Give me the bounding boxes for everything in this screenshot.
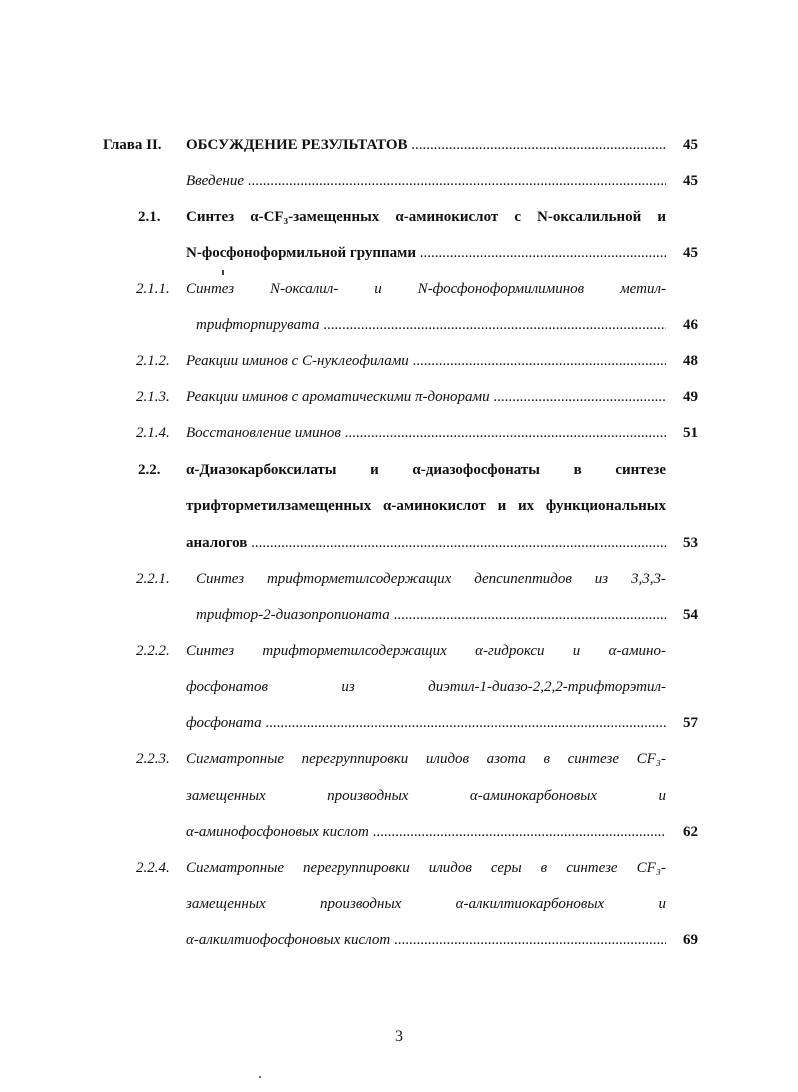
subsection-title-line-2: замещенных производных α-аминокарбоновых и — [186, 788, 666, 804]
stray-dot — [259, 1076, 261, 1078]
toc-subsection-2-2-2-cont-1 — [0, 673, 798, 701]
toc-subsection-2-2-4-cont-2 — [0, 926, 798, 954]
subsection-title-line-2: трифторпирувата ..... — [196, 311, 666, 339]
subsection-number: 2.1.3. — [136, 389, 170, 405]
subsection-title-line-1: Синтез трифторметилсодержащих α-гидрокси и α-амино- — [186, 643, 666, 659]
section-title-line-1: Синтез α-CF₃-замещенных α-аминокислот с N-оксалильной и — [186, 209, 666, 225]
toc-intro — [0, 167, 798, 195]
intro-title: Введение ..... — [186, 167, 666, 195]
chapter-title: ОБСУЖДЕНИЕ РЕЗУЛЬТАТОВ ..... — [186, 131, 666, 159]
subsection-page: 46 — [683, 317, 698, 333]
toc-subsection-2-1-1-cont — [0, 311, 798, 339]
toc-subsection-2-2-3-cont-1 — [0, 782, 798, 810]
subsection-number: 2.2.2. — [136, 643, 170, 659]
subsection-page: 54 — [683, 607, 698, 623]
subsection-title-line-2: замещенных производных α-алкилтиокарбоновых и — [186, 896, 666, 912]
chapter-page: 45 — [683, 137, 698, 153]
toc-subsection-2-2-3-cont-2 — [0, 818, 798, 846]
chapter-number: Глава II. — [103, 137, 162, 153]
intro-page: 45 — [683, 173, 698, 189]
section-title-line-2: N-фосфоноформильной группами ..... — [186, 239, 666, 267]
subsection-title-line-3: α-аминофосфоновых кислот ..... — [186, 818, 666, 846]
toc-subsection-2-1-4 — [0, 419, 798, 447]
toc-subsection-2-1-3 — [0, 383, 798, 411]
toc-section-2-2-cont-1 — [0, 492, 798, 520]
subsection-page: 69 — [683, 932, 698, 948]
subsection-title: Восстановление иминов ..... — [186, 419, 666, 447]
toc-subsection-2-2-2-cont-2 — [0, 709, 798, 737]
subsection-title: Реакции иминов с ароматическими π-донорами ..... — [186, 383, 666, 411]
section-number: 2.1. — [138, 209, 161, 225]
subsection-page: 62 — [683, 824, 698, 840]
toc-section-2-1 — [0, 203, 798, 231]
subsection-number: 2.1.2. — [136, 353, 170, 369]
toc-subsection-2-2-1-cont — [0, 601, 798, 629]
section-title-line-2: трифторметилзамещенных α-аминокислот и их функциональных — [186, 498, 666, 514]
section-page: 45 — [683, 245, 698, 261]
subsection-title-line-2: трифтор-2-диазопропионата ..... — [196, 601, 666, 629]
subsection-number: 2.2.3. — [136, 751, 170, 767]
toc-subsection-2-1-2 — [0, 347, 798, 375]
toc-subsection-2-2-3 — [0, 745, 798, 773]
subsection-number: 2.1.1. — [136, 281, 170, 297]
section-page: 53 — [683, 535, 698, 551]
section-title-line-1: α-Диазокарбоксилаты и α-диазофосфонаты в синтезе — [186, 462, 666, 478]
subsection-title-line-3: фосфоната ..... — [186, 709, 666, 737]
subsection-number: 2.2.1. — [136, 571, 170, 587]
toc-section-2-1-cont — [0, 239, 798, 267]
toc-subsection-2-1-1 — [0, 275, 798, 303]
page-number: 3 — [395, 1028, 403, 1045]
section-title-line-3: аналогов ..... — [186, 529, 666, 557]
subsection-number: 2.2.4. — [136, 860, 170, 876]
subsection-title-line-1: Синтез трифторметилсодержащих депсипептидов из 3,3,3- — [196, 571, 666, 587]
subsection-page: 57 — [683, 715, 698, 731]
subsection-title-line-1: Сигматропные перегруппировки илидов серы в синтезе CF₃- — [186, 860, 666, 876]
subsection-page: 49 — [683, 389, 698, 405]
subsection-title-line-1: Сигматропные перегруппировки илидов азота в синтезе CF₃- — [186, 751, 666, 767]
section-number: 2.2. — [138, 462, 161, 478]
subsection-title-line-3: α-алкилтиофосфоновых кислот ..... — [186, 926, 666, 954]
subsection-page: 51 — [683, 425, 698, 441]
toc-subsection-2-2-2 — [0, 637, 798, 665]
subsection-page: 48 — [683, 353, 698, 369]
toc-subsection-2-2-1 — [0, 565, 798, 593]
toc-subsection-2-2-4-cont-1 — [0, 890, 798, 918]
toc-subsection-2-2-4 — [0, 854, 798, 882]
subsection-title: Реакции иминов с С-нуклеофилами ..... — [186, 347, 666, 375]
toc-section-2-2-cont-2 — [0, 529, 798, 557]
toc-section-2-2 — [0, 456, 798, 484]
toc-chapter-2 — [0, 131, 798, 159]
subsection-title-line-2: фосфонатов из диэтил-1-диазо-2,2,2-трифторэтил- — [186, 679, 666, 695]
subsection-number: 2.1.4. — [136, 425, 170, 441]
subsection-title-line-1: Синтез N-оксалил- и N-фосфоноформилиминов метил- — [186, 281, 666, 297]
